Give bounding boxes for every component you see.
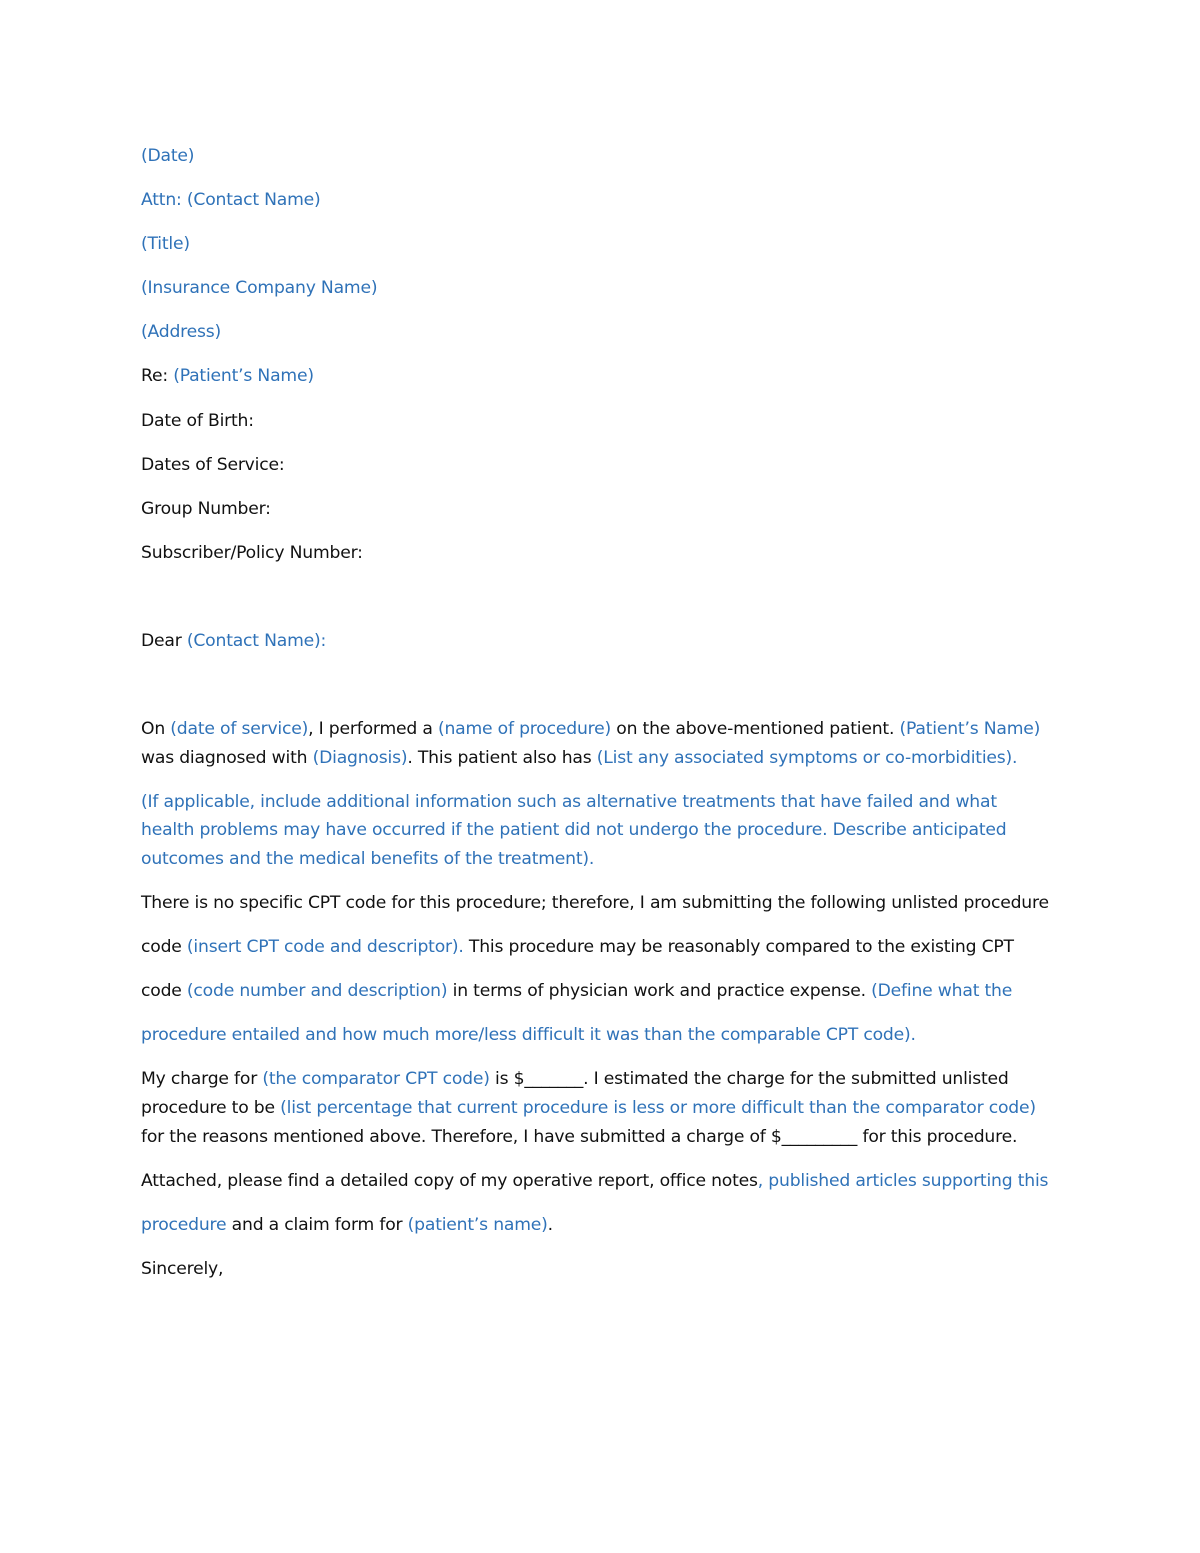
insurance-company-placeholder: (Insurance Company Name) [141, 278, 378, 299]
percentage-placeholder: (list percentage that current procedure is less or more difficult than the comparator code) [280, 1097, 1036, 1118]
procedure-name-placeholder: (name of procedure) [437, 719, 612, 740]
text-run: This procedure may be reasonably compared to the existing CPT [463, 937, 1014, 958]
text-run: , I performed a [308, 719, 438, 740]
paragraph-procedure-difficulty: procedure entailed and how much more/less difficult it was than the comparable CPT code). [141, 1025, 916, 1046]
text-run: . [547, 1214, 553, 1235]
comparator-code-placeholder: (the comparator CPT code) [262, 1069, 490, 1090]
text-run: code [141, 981, 187, 1002]
date-of-service-placeholder: (date of service) [170, 719, 309, 740]
closing-sincerely: Sincerely, [141, 1258, 224, 1279]
text-run: code [141, 937, 187, 958]
patient-name-placeholder: (Patient’s Name) [173, 366, 314, 387]
paragraph-cpt-code [141, 933, 1051, 962]
paragraph-charge [141, 1065, 1051, 1151]
paragraph-unlisted-procedure: There is no specific CPT code for this procedure; therefore, I am submitting the following unlisted procedure [141, 893, 1049, 913]
patient-name-placeholder: (patient’s name) [407, 1214, 548, 1235]
define-procedure-placeholder: (Define what the [871, 981, 1013, 1002]
text-run: was diagnosed with [141, 747, 313, 768]
cpt-code-placeholder: (insert CPT code and descriptor). [186, 937, 464, 958]
text-run: and a claim form for [226, 1214, 408, 1235]
text-run: for the reasons mentioned above. Therefore, I have submitted a charge of $_________ for this procedure. [141, 1126, 1018, 1147]
symptoms-placeholder: (List any associated symptoms or co-morbidities). [596, 747, 1018, 768]
date-of-birth-label: Date of Birth: [141, 410, 254, 431]
text-run: My charge for [141, 1069, 263, 1090]
text-run: is $_______. I estimated the charge for the submitted unlisted procedure to be [141, 1069, 1009, 1118]
published-articles-placeholder: , published articles supporting this [757, 1170, 1049, 1191]
salutation-label: Dear [141, 631, 187, 652]
patient-name-placeholder: (Patient’s Name) [899, 719, 1041, 740]
re-label: Re: [141, 366, 174, 387]
policy-number-label: Subscriber/Policy Number: [141, 542, 363, 563]
group-number-label: Group Number: [141, 498, 271, 519]
paragraph-claim-form [141, 1211, 1051, 1240]
date-placeholder: (Date) [141, 146, 195, 166]
title-placeholder: (Title) [141, 234, 190, 255]
paragraph-attachments [141, 1167, 1051, 1196]
paragraph-additional-information: (If applicable, include additional information such as alternative treatments that have failed and what health problems may have occurred if the patient did not undergo the procedure. Describe anticipated outcomes and the medical benefits of the treatment). [141, 791, 1007, 869]
paragraph-comparison-code [141, 977, 1051, 1006]
contact-name-placeholder: (Contact Name) [186, 190, 321, 211]
letter-body [141, 142, 1051, 1283]
text-run: on the above-mentioned patient. [611, 719, 900, 740]
attn-line [141, 186, 1051, 215]
diagnosis-placeholder: (Diagnosis) [312, 747, 408, 768]
dates-of-service-label: Dates of Service: [141, 454, 285, 475]
address-placeholder: (Address) [141, 322, 222, 343]
paragraph-procedure-summary [141, 715, 1051, 772]
code-number-placeholder: (code number and description) [186, 981, 448, 1002]
text-run: Attached, please find a detailed copy of my operative report, office notes [141, 1170, 758, 1191]
text-run: . This patient also has [407, 747, 597, 768]
text-run: On [141, 719, 171, 740]
procedure-placeholder: procedure [141, 1214, 227, 1235]
salutation-contact-placeholder: (Contact Name): [186, 631, 327, 652]
salutation [141, 627, 1051, 656]
attn-label: Attn: [141, 190, 187, 211]
re-line [141, 362, 1051, 391]
text-run: in terms of physician work and practice expense. [447, 981, 872, 1002]
